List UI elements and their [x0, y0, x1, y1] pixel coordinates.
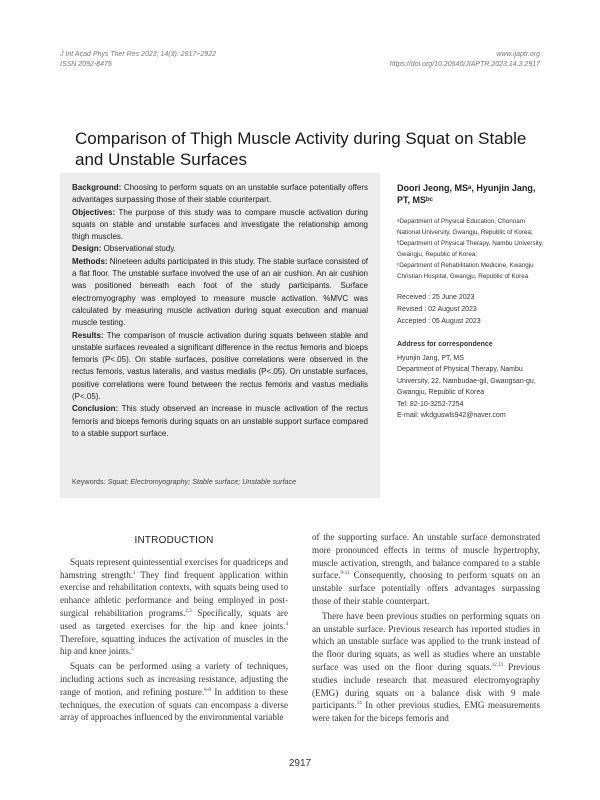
citation: 12,13 [491, 662, 504, 668]
article-dates [397, 292, 547, 328]
correspondence-details [397, 353, 547, 422]
affiliation-b: ᵇDepartment of Physical Therapy, Nambu University, Gwangju, Republic of Korea; [397, 240, 544, 258]
keywords [72, 477, 296, 486]
abstract-objectives: Objectives: The purpose of this study was to compare muscle activation during squats on stable and unstable surfaces and investigate the relationship among thigh muscles. [72, 207, 368, 242]
abstract-text [72, 182, 368, 440]
citation: 2,3 [185, 608, 192, 614]
citation: 14 [356, 701, 362, 707]
body-paragraph: Squats can be performed using a variety of techniques, including actions such as increasing resistance, adjusting the range of motion, and refining posture.$^{6-8}$ In addition to these techniques, the execution of squats can encompass a diverse array of approaches influenced by the environmental variable [60, 661, 289, 723]
doi-link[interactable]: https://doi.org/10.20540/JIAPTR.2023.14.3.2917 [389, 61, 540, 68]
corr-name: Hyunjin Jang, PT, MS [397, 354, 464, 362]
received-date: Received : 25 June 2023 [397, 294, 475, 301]
affiliation-a: ᵃDepartment of Physical Education, Chonnam National University, Gwangju, Republic of Korea; [397, 218, 533, 236]
journal-header [60, 50, 216, 70]
page-number: 2917 [288, 758, 312, 769]
revised-date: Revised : 02 August 2023 [397, 306, 477, 313]
affiliation-c: ᶜDepartment of Rehabilitation Medicine, Kwangju Christian Hospital, Gwangju, Republic of Korea [397, 262, 534, 280]
affiliations [397, 216, 547, 282]
introduction-heading: INTRODUCTION [134, 535, 214, 546]
corr-address: Department of Physical Therapy, Nambu University, 22, Nambudae-gil, Gwangsan-gu, Gwangju, Republic of Korea [397, 366, 536, 396]
body-column-right [312, 531, 540, 727]
body-paragraph: Squats represent quintessential exercises for quadriceps and hamstring strength.$^1$ They find frequent application within exercise and rehabilitation contexts, with squats being used to enhance athletic performance and being employed in post-surgical rehabilitation programs.$^{2,3}$ Specifically, squats are used as targeted exercises for the hip and knee joints.$^4$ Therefore, squatting induces the activation of muscles in the hip and knee joints.$^5$ [60, 556, 288, 657]
abstract-box [60, 173, 380, 498]
abstract-methods: Methods: Nineteen adults participated in this study. The stable surface consisted of a flat floor. The unstable surface involved the use of an air cushion. An air cushion was positioned beneath each foot of the study participants. Surface electromyography was employed to measure muscle activation. %MVC was calculated by measuring muscle activation during squat execution and manual muscle testing. [72, 256, 368, 328]
body-paragraph: There have been previous studies on performing squats on an unstable surface. Previous research has reported studies in which an unstable surface was applied to the trunk instead of the floor during squats, as well as studies where an unstable surface was used on the floor during squats.$^{12,13}$ Previous studies include research that measured electromyography (EMG) during squats on a balance disk with 9 male participants.$^{14}$ In other previous studies, EMG measurements were taken for the biceps femoris and [312, 610, 540, 724]
accepted-date: Accepted : 05 August 2023 [397, 318, 481, 325]
body-paragraph: of the supporting surface. An unstable surface demonstrated more pronounced effects in terms of muscle hypertrophy, muscle activation, strength, and balance compared to a stable surface.$^{9-11}$ Consequently, choosing to perform squats on an unstable surface potentially offers advantages surpassing those of their stable counterpart. [312, 532, 540, 606]
keywords-label: Keywords: [72, 477, 106, 486]
citation: 1 [133, 570, 136, 576]
issn: ISSN 2092-8475 [60, 61, 112, 68]
journal-links [390, 50, 540, 70]
keywords-list: Squat; Electromyography; Stable surface; Unstable surface [107, 477, 297, 486]
citation: 5 [131, 647, 134, 653]
journal-citation: J Int Acad Phys Ther Res 2023; 14(3): 2917~2922 [60, 51, 216, 58]
correspondence-heading: Address for correspondence [397, 341, 493, 348]
abstract-conclusion: Conclusion: This study observed an increase in muscle activation of the rectus femoris and biceps femoris during squats on an unstable support surface compared to a stable support surface. [72, 404, 368, 438]
citation: 9-11 [340, 571, 350, 577]
citation: 6-8 [204, 687, 211, 693]
corr-email[interactable]: E-mail: wkdguswls942@naver.com [397, 412, 506, 419]
corr-tel: Tel: 82-10-3252-7254 [397, 400, 464, 408]
body-column-left [60, 535, 288, 726]
website-link[interactable]: www.ijaptr.org [496, 51, 540, 58]
authors: Doori Jeong, MSᵃ, Hyunjin Jang, PT, MSᵇᶜ [397, 183, 536, 205]
abstract-background: Background: Choosing to perform squats on an unstable surface potentially offers advantages surpassing those of their stable counterpart. [72, 183, 368, 205]
citation: 4 [285, 621, 288, 627]
abstract-design: Design: Observational study. [72, 244, 176, 254]
paper-title: Comparison of Thigh Muscle Activity during Squat on Stable and Unstable Surfaces [75, 129, 527, 170]
author-sidebar [397, 182, 547, 422]
abstract-results: Results: The comparison of muscle activation during squats between stable and unstable surfaces revealed a significant difference in the rectus femoris and biceps femoris (P<.05). On stable surfaces, positive correlations were observed in the rectus femoris, vastus lateralis, and vastus medialis (P<.05). On unstable surfaces, positive correlations were found between the rectus femoris and vastus medialis (P<.05). [72, 330, 368, 402]
